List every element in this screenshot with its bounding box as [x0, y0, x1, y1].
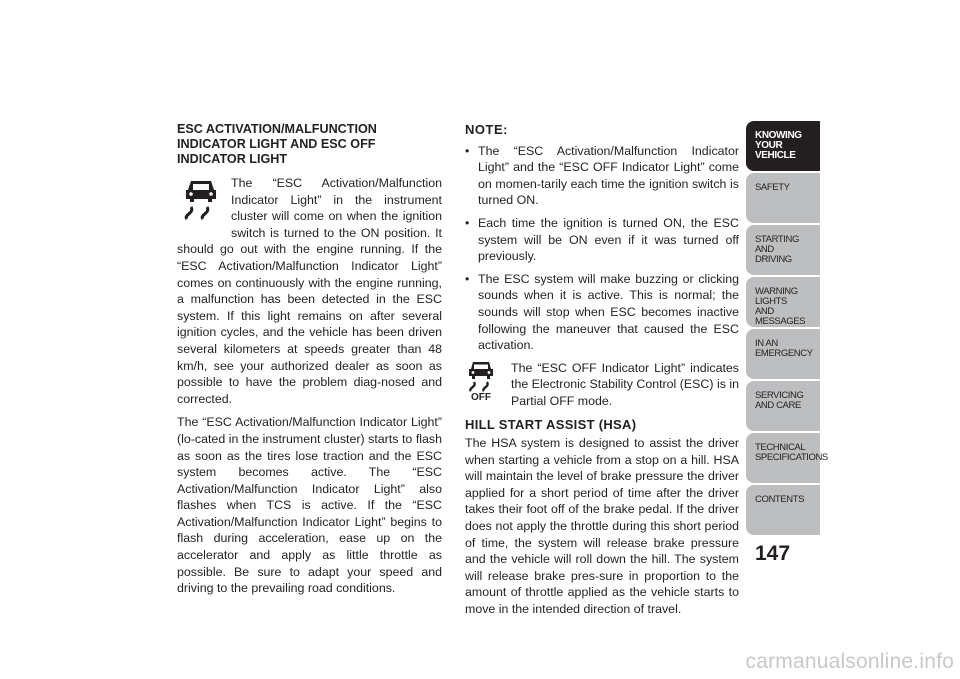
tab-label-line: AND CARE — [755, 400, 801, 411]
tab-label-line: KNOWING — [755, 130, 802, 141]
tab-label-line: MESSAGES — [755, 316, 806, 327]
bullet-icon: • — [465, 215, 470, 230]
chapter-tabs — [746, 121, 828, 537]
esc-paragraph-1 — [177, 175, 442, 407]
note-list — [465, 143, 739, 354]
list-item — [465, 271, 739, 354]
bullet-icon: • — [465, 271, 470, 286]
note-text: The ESC system will make buzzing or clicking sounds when it is active. This is normal; the sounds will stop when ESC becomes inactive following the maneuver that caused the ESC activation. — [478, 271, 739, 353]
tab-chapter[interactable] — [746, 121, 820, 171]
tab-chapter[interactable] — [746, 329, 820, 379]
tab-label-line: YOUR — [755, 140, 783, 151]
tab-label-line: SPECIFICATIONS — [755, 452, 828, 463]
tab-chapter[interactable] — [746, 485, 820, 535]
tab-chapter[interactable] — [746, 173, 820, 223]
bullet-icon: • — [465, 143, 470, 158]
tab-label-line: TECHNICAL — [755, 442, 806, 453]
note-heading: NOTE: — [465, 122, 508, 137]
watermark: carmanualsonline.info — [745, 650, 954, 673]
esc-off-icon-label: OFF — [471, 391, 491, 403]
tab-label-line: EMERGENCY — [755, 348, 813, 359]
tab-label-line: SERVICING — [755, 390, 804, 401]
list-item — [465, 143, 739, 209]
tab-chapter[interactable] — [746, 277, 820, 327]
esc-activation-icon — [177, 175, 227, 237]
tab-label-line: VEHICLE — [755, 150, 796, 161]
hsa-paragraph: The HSA system is designed to assist the driver when starting a vehicle from a stop on a hill. HSA will maintain the level of brake pressure the driver applied for a short period of time after the driver takes their foot off of the brake pedal. If the driver does not apply the throttle during this short period of time, the system will release brake pressure and the vehicle will roll down the hill. The system will release brake pres-sure in proportion to the amount of throttle applied as the vehicle starts to move in the intended direction of travel. — [465, 436, 739, 617]
tab-label-line: LIGHTS — [755, 296, 787, 307]
tab-label-line: IN AN — [755, 338, 778, 349]
note-text: Each time the ignition is turned ON, the ESC system will be ON even if it was turned off previously. — [478, 215, 739, 264]
esc-off-icon — [465, 360, 507, 406]
title-line-3: INDICATOR LIGHT — [177, 152, 288, 166]
esc-paragraph-2: The “ESC Activation/Malfunction Indicator Light” (lo-cated in the instrument cluster) starts to flash as soon as the tires lose traction and the ESC system becomes active. The “ESC Activation/Malfunction Indicator Light” also flashes when TCS is active. If the “ESC Activation/Malfunction Indicator Light” begins to flash during acceleration, ease up on the accelerator and apply as little throttle as possible. Be sure to adapt your speed and driving to the prevailing road conditions. — [177, 415, 442, 596]
left-column — [177, 122, 442, 604]
hsa-heading: HILL START ASSIST (HSA) — [465, 416, 637, 432]
list-item — [465, 215, 739, 265]
tab-label-line: AND — [755, 244, 774, 255]
note-text: The “ESC Activation/Malfunction Indicator Light” and the “ESC OFF Indicator Light” come on momen-tarily each time the ignition switch is turned ON. — [478, 143, 739, 208]
tab-label-line: AND — [755, 306, 774, 317]
esc-off-text: The “ESC OFF Indicator Light” indicates the Electronic Stability Control (ESC) is in Partial OFF mode. — [511, 360, 739, 408]
title-line-1: ESC ACTIVATION/MALFUNCTION — [177, 122, 377, 136]
tab-label-line: WARNING — [755, 286, 798, 297]
tab-label-line: STARTING — [755, 234, 799, 245]
tab-chapter[interactable] — [746, 225, 820, 275]
right-column — [465, 122, 739, 625]
esc-section-title — [177, 122, 442, 167]
tab-label-line: SAFETY — [755, 182, 790, 193]
tab-label-line: DRIVING — [755, 254, 792, 265]
tab-chapter[interactable] — [746, 381, 820, 431]
title-line-2: INDICATOR LIGHT AND ESC OFF — [177, 137, 376, 151]
esc-off-paragraph — [465, 360, 739, 410]
tab-label-line: CONTENTS — [755, 494, 805, 505]
tab-chapter[interactable] — [746, 433, 828, 483]
page-number: 147 — [755, 542, 791, 565]
esc-paragraph-1-text: The “ESC Activation/Malfunction Indicator Light” in the instrument cluster will come on when the ignition switch is turned to the ON position. It should go out with the engine running. If the “ESC Activation/Malfunction Indicator Light” comes on continuously with the engine running, a malfunction has been detected in the ESC system. If this light remains on after several ignition cycles, and the vehicle has been driven several kilometers at speeds greater than 48 km/h, see your authorized dealer as soon as possible to have the problem diag-nosed and corrected. — [177, 176, 442, 406]
